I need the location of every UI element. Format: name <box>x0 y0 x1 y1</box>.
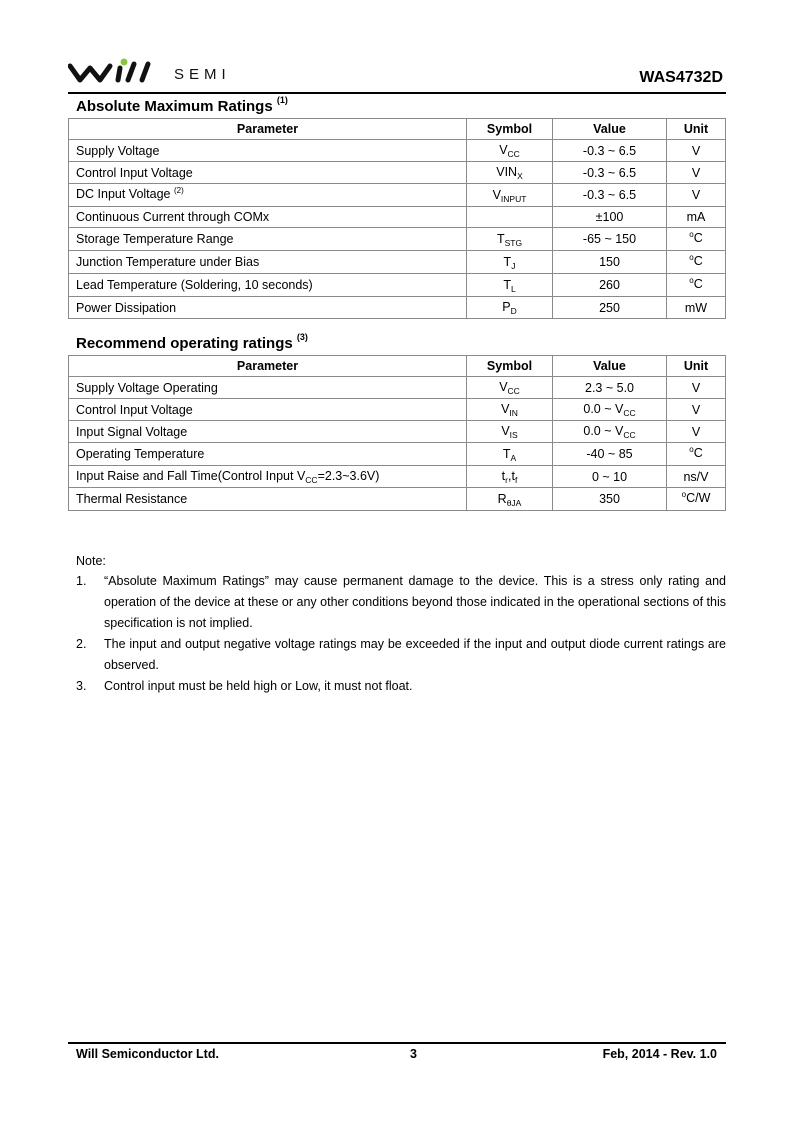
unit-text: C <box>693 277 703 291</box>
symbol-main: V <box>499 380 508 394</box>
unit-degree: o <box>689 276 694 285</box>
recommend-title <box>76 334 308 352</box>
symbol-main: V <box>501 424 510 438</box>
symbol-main: V <box>492 187 501 202</box>
value-subscript: CC <box>623 430 636 440</box>
symbol-subscript: A <box>510 452 517 463</box>
table-row <box>69 140 726 162</box>
table-row <box>69 251 726 274</box>
cell-value: 250 <box>553 297 667 319</box>
parameter-text-tail: =2.3~3.6V) <box>317 469 380 483</box>
symbol-subscript: X <box>517 171 523 181</box>
note-number: 3. <box>76 679 87 693</box>
unit-degree: o <box>689 445 694 454</box>
table-row <box>69 399 726 421</box>
symbol-main: T <box>503 254 512 269</box>
parameter-text: Control Input Voltage <box>76 165 193 180</box>
symbol-main: t <box>501 469 506 483</box>
column-header-symbol: Symbol <box>467 119 553 140</box>
cell-value: 260 <box>553 274 667 297</box>
cell-symbol <box>467 207 553 228</box>
note-text: The input and output negative voltage ratings may be exceeded if the input and output diode current ratings are observed. <box>104 637 726 672</box>
parameter-text: Input Signal Voltage <box>76 424 188 439</box>
symbol-subscript: CC <box>507 386 520 396</box>
unit-degree: o <box>689 230 694 239</box>
symbol-main: V <box>501 402 510 416</box>
cell-symbol <box>467 399 553 421</box>
symbol-main: T <box>496 231 505 246</box>
parameter-subscript: CC <box>305 475 318 485</box>
symbol-subscript: INPUT <box>500 193 527 204</box>
note-number: 1. <box>76 574 87 588</box>
column-header-parameter: Parameter <box>69 356 467 377</box>
footer-divider <box>68 1042 726 1044</box>
cell-parameter <box>69 297 467 319</box>
cell-unit <box>667 377 726 399</box>
cell-unit <box>667 184 726 207</box>
cell-parameter <box>69 443 467 466</box>
table-row <box>69 228 726 251</box>
parameter-text: Thermal Resistance <box>76 492 188 506</box>
table-header-row <box>69 356 726 377</box>
cell-parameter <box>69 488 467 511</box>
column-header-unit: Unit <box>667 119 726 140</box>
table-row <box>69 274 726 297</box>
parameter-text: Junction Temperature under Bias <box>76 255 260 269</box>
value-text: 0 ~ 10 <box>591 469 628 484</box>
symbol-middle: ,t <box>508 469 515 483</box>
column-header-parameter: Parameter <box>69 119 467 140</box>
cell-parameter <box>69 207 467 228</box>
cell-symbol <box>467 228 553 251</box>
symbol-main: VIN <box>496 165 518 179</box>
cell-symbol <box>467 162 553 184</box>
unit-text: C <box>693 446 703 460</box>
cell-symbol <box>467 443 553 466</box>
value-subscript: CC <box>623 408 636 418</box>
unit-text: C <box>693 231 703 245</box>
cell-symbol <box>467 274 553 297</box>
note-number: 2. <box>76 637 87 651</box>
symbol-subscript: f <box>514 475 518 485</box>
unit-text: V <box>691 402 701 417</box>
cell-unit <box>667 251 726 274</box>
table-row <box>69 466 726 488</box>
recommend-title-note: (3) <box>296 332 308 342</box>
symbol-main: P <box>502 300 511 314</box>
symbol-subscript: IS <box>509 430 518 440</box>
symbol-subscript: CC <box>507 149 520 159</box>
parameter-text: Input Raise and Fall Time(Control Input V <box>76 469 306 483</box>
cell-symbol <box>467 377 553 399</box>
abs-max-title <box>76 97 288 115</box>
cell-symbol <box>467 297 553 319</box>
table-row <box>69 443 726 466</box>
cell-symbol <box>467 488 553 511</box>
cell-value: -65 ~ 150 <box>553 228 667 251</box>
cell-parameter <box>69 162 467 184</box>
parameter-text: Supply Voltage <box>76 143 160 158</box>
symbol-main: R <box>497 491 507 506</box>
cell-unit <box>667 297 726 319</box>
cell-parameter <box>69 251 467 274</box>
abs-max-table <box>68 118 726 319</box>
table-row <box>69 162 726 184</box>
cell-symbol <box>467 184 553 207</box>
cell-parameter <box>69 466 467 488</box>
note-item <box>76 634 726 676</box>
cell-parameter <box>69 377 467 399</box>
unit-text: ns/V <box>683 469 709 484</box>
cell-value <box>553 421 667 443</box>
column-header-unit: Unit <box>667 356 726 377</box>
unit-text: V <box>691 424 701 439</box>
symbol-main: V <box>499 143 508 157</box>
symbol-subscript: J <box>511 260 516 271</box>
value-text: 2.3 ~ 5.0 <box>585 380 634 395</box>
symbol-subscript: r <box>505 475 508 485</box>
cell-value: 150 <box>553 251 667 274</box>
footer-company: Will Semiconductor Ltd. <box>76 1047 219 1061</box>
cell-unit <box>667 207 726 228</box>
cell-symbol <box>467 421 553 443</box>
notes-heading: Note: <box>76 554 106 568</box>
cell-unit <box>667 421 726 443</box>
unit-text: V <box>691 143 701 158</box>
cell-unit <box>667 140 726 162</box>
cell-unit <box>667 443 726 466</box>
cell-symbol <box>467 140 553 162</box>
table-row <box>69 488 726 511</box>
symbol-subscript: IN <box>509 408 518 418</box>
cell-value: ±100 <box>553 207 667 228</box>
unit-text: mA <box>686 210 706 224</box>
value-text: -40 ~ 85 <box>586 447 633 461</box>
unit-text: V <box>691 380 701 395</box>
value-text: 350 <box>599 492 620 506</box>
cell-unit <box>667 466 726 488</box>
unit-text: C <box>693 254 703 268</box>
cell-parameter <box>69 274 467 297</box>
recommend-title-text: Recommend operating ratings <box>76 335 293 352</box>
unit-degree: o <box>681 490 687 499</box>
column-header-value: Value <box>553 119 667 140</box>
cell-parameter <box>69 184 467 207</box>
table-row <box>69 184 726 207</box>
parameter-text: Lead Temperature (Soldering, 10 seconds) <box>76 278 313 292</box>
parameter-text: Storage Temperature Range <box>76 232 234 246</box>
cell-value: -0.3 ~ 6.5 <box>553 140 667 162</box>
symbol-subscript: D <box>510 306 517 316</box>
table-row <box>69 377 726 399</box>
cell-unit <box>667 274 726 297</box>
cell-value <box>553 443 667 466</box>
note-item <box>76 676 726 697</box>
cell-value <box>553 399 667 421</box>
cell-parameter <box>69 421 467 443</box>
value-text: 0.0 ~ V <box>583 424 624 438</box>
unit-text: mW <box>684 300 708 315</box>
parameter-text: DC Input Voltage <box>76 187 171 201</box>
unit-text: V <box>691 188 701 202</box>
header-divider <box>68 92 726 94</box>
unit-degree: o <box>689 253 694 262</box>
table-header-row <box>69 119 726 140</box>
cell-unit <box>667 162 726 184</box>
parameter-text: Control Input Voltage <box>76 402 193 417</box>
cell-unit <box>667 228 726 251</box>
symbol-subscript: θJA <box>506 497 522 508</box>
part-number: WAS4732D <box>639 69 723 86</box>
cell-value: -0.3 ~ 6.5 <box>553 162 667 184</box>
cell-parameter <box>69 228 467 251</box>
cell-parameter <box>69 140 467 162</box>
cell-value <box>553 466 667 488</box>
logo-semi-text: SEMI <box>174 66 231 83</box>
note-text: “Absolute Maximum Ratings” may cause permanent damage to the device. This is a stress only rating and operation of the device at these or any other conditions beyond those indicated in the operational sections of this specification is not implied. <box>104 574 726 630</box>
company-logo <box>68 58 258 88</box>
symbol-subscript: L <box>510 283 516 294</box>
symbol-main: T <box>502 446 511 461</box>
parameter-text: Continuous Current through COMx <box>76 210 270 224</box>
parameter-text: Power Dissipation <box>76 300 177 315</box>
cell-value <box>553 377 667 399</box>
note-text: Control input must be held high or Low, it must not float. <box>104 679 413 693</box>
will-logo-mark-icon <box>68 58 178 88</box>
column-header-symbol: Symbol <box>467 356 553 377</box>
parameter-text: Operating Temperature <box>76 447 205 461</box>
cell-symbol <box>467 251 553 274</box>
abs-max-title-note: (1) <box>276 95 288 105</box>
footer-date-revision: Feb, 2014 - Rev. 1.0 <box>602 1047 717 1061</box>
table-row <box>69 297 726 319</box>
cell-parameter <box>69 399 467 421</box>
symbol-subscript: STG <box>504 237 523 248</box>
column-header-value: Value <box>553 356 667 377</box>
footer-page-number: 3 <box>410 1047 417 1061</box>
table-row <box>69 207 726 228</box>
symbol-main: T <box>503 277 511 292</box>
cell-unit <box>667 399 726 421</box>
recommend-table <box>68 355 726 511</box>
unit-text: C/W <box>686 491 711 505</box>
parameter-footnote: (2) <box>174 186 184 195</box>
value-text: 0.0 ~ V <box>583 402 624 416</box>
cell-symbol <box>467 466 553 488</box>
cell-value <box>553 488 667 511</box>
unit-text: V <box>691 165 701 180</box>
note-item <box>76 571 726 634</box>
notes-section <box>76 551 726 697</box>
table-row <box>69 421 726 443</box>
abs-max-title-text: Absolute Maximum Ratings <box>76 98 273 115</box>
cell-value: -0.3 ~ 6.5 <box>553 184 667 207</box>
parameter-text: Supply Voltage Operating <box>76 380 218 395</box>
cell-unit <box>667 488 726 511</box>
